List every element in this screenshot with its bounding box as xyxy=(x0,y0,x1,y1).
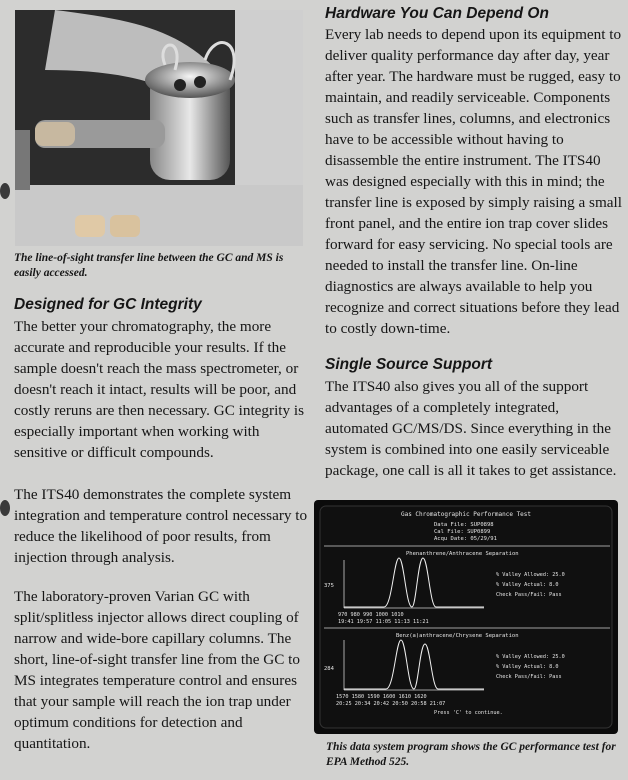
panel1-x-times: 19:41 19:57 11:05 11:13 11:21 xyxy=(338,619,429,625)
screen-prompt: Press 'C' to continue. xyxy=(434,710,503,716)
panel1-stat-valley-actual: % Valley Actual: 8.0 xyxy=(496,582,559,588)
panel2-y-label: 284 xyxy=(324,666,334,672)
panel1-x-scans: 970 980 990 1000 1010 xyxy=(338,612,404,618)
hardware-paragraph: Every lab needs to depend upon its equipment to deliver quality performance day after day, year after year. The hardware must be rugged, easy to maintain, and readily serviceable. Components such as transfer lines, columns, and electronics have to be accessible without having to disassemble the entire instrument. The ITS40 was designed especially with this in mind; the transfer line is exposed by simply raising a small front panel, and the entire ion trap cover slides forward for easy servicing. No special tools are needed to install the transfer line. On-line diagnostics are always available to help you recognize and correct situations before they lead to costly down-time. xyxy=(325,26,622,337)
panel2-stat-valley-actual: % Valley Actual: 8.0 xyxy=(496,664,559,670)
integrity-paragraph-1: The better your chromatography, the more accurate and reproducible your results. If the sample doesn't reach the mass spectrometer, or doesn't reach it intact, results will be poor, and costly reruns are then necessary. GC integrity is especially important when working with sensitive or difficult compounds. xyxy=(14,318,305,461)
screen-data-file: Data File: SUP0898 xyxy=(434,522,494,528)
integrity-paragraph-3: The laboratory-proven Varian GC with split/splitless injector allows direct coupling of narrow and wide-bore capillary columns. The short, line-of-sight transfer line from the GC to MS integrates temperature control and ensures that your sample will reach the ion trap under optimum conditions for detection and quantitation. xyxy=(14,588,300,752)
data-system-screen xyxy=(314,500,618,734)
support-heading: Single Source Support xyxy=(325,356,493,373)
integrity-heading: Designed for GC Integrity xyxy=(14,296,202,313)
screen-cal-file: Cal File: SUP0899 xyxy=(434,529,491,535)
binding-hole-mark xyxy=(0,183,10,199)
panel2-x-times: 20:25 20:34 20:42 20:50 20:58 21:07 xyxy=(336,701,446,707)
screen-title: Gas Chromatographic Performance Test xyxy=(400,511,532,518)
binding-hole-mark xyxy=(0,500,10,516)
panel1-stat-pass-fail: Check Pass/Fail: Pass xyxy=(496,592,562,598)
panel2-x-scans: 1570 1580 1590 1600 1610 1620 xyxy=(336,694,427,700)
panel2-title: Benz(a)anthracene/Chrysene Separation xyxy=(396,633,519,639)
photo-caption: The line-of-sight transfer line between the GC and MS is easily accessed. xyxy=(14,252,284,279)
screen-acqu-date: Acqu Date: 05/29/91 xyxy=(434,536,497,542)
panel1-title: Phenanthrene/Anthracene Separation xyxy=(406,551,519,557)
support-paragraph: The ITS40 also gives you all of the support advantages of a completely integrated, automated GC/MS/DS. Since everything in the system is combined into one easily serviceable package, one call is all it takes to get assistance. xyxy=(325,378,617,479)
panel1-stat-valley-allowed: % Valley Allowed: 25.0 xyxy=(496,572,565,578)
panel1-y-label: 375 xyxy=(324,583,334,589)
panel2-stat-valley-allowed: % Valley Allowed: 25.0 xyxy=(496,654,565,660)
hardware-heading: Hardware You Can Depend On xyxy=(325,5,549,22)
instrument-photo xyxy=(15,10,303,246)
panel2-stat-pass-fail: Check Pass/Fail: Pass xyxy=(496,674,562,680)
screen-caption: This data system program shows the GC performance test for EPA Method 525. xyxy=(326,741,616,768)
integrity-paragraph-2: The ITS40 demonstrates the complete system integration and temperature control necessary to reduce the likelihood of poor results, from injection through analysis. xyxy=(14,486,308,566)
